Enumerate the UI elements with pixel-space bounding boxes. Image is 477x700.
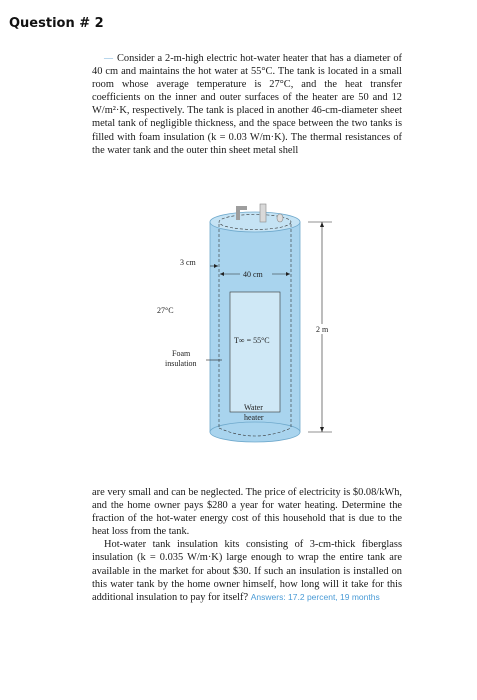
hot-water-heater-figure	[150, 200, 350, 445]
height-label: 2 m	[316, 325, 329, 334]
diameter-label: 40 cm	[243, 270, 263, 279]
outer-tank-bottom	[210, 422, 300, 442]
problem-paragraph-top	[92, 52, 402, 157]
inner-panel	[230, 292, 280, 412]
problem-text-top	[92, 52, 402, 157]
figure-svg	[150, 200, 350, 445]
water-heater-label-line1: Water	[244, 403, 263, 412]
outlet-pipe	[260, 204, 266, 222]
problem-statement-part-1: Consider a 2-m-high electric hot-water heater that has a diameter of 40 cm and maintains the hot water at 55°C. The tank is located in a small room whose average temperature is 27°C, and the heat transfer coefficients on the inner and outer surfaces of the heater are 50 and 12 W/m²·K, respectively. The tank is placed in another 46-cm-diameter sheet metal tank of negligible thickness, and the space between the two tanks is filled with foam insulation (k = 0.03 W/m·K). The thermal resistances of the water tank and the outer thin sheet metal shell	[92, 53, 402, 156]
problem-paragraph-bottom	[92, 486, 402, 604]
foam-label-line1: Foam	[172, 349, 191, 358]
height-arrowhead-bottom	[320, 427, 324, 432]
question-title: Question # 2	[9, 16, 104, 31]
valve	[277, 214, 283, 222]
outer-tank-top	[210, 212, 300, 232]
foam-label-line2: insulation	[165, 359, 197, 368]
problem-statement-part-3	[92, 538, 402, 603]
room-temp-label: 27°C	[157, 306, 174, 315]
answers-text: Answers: 17.2 percent, 19 months	[250, 591, 380, 602]
water-heater-label-line2: heater	[244, 413, 264, 422]
problem-statement-part-2: are very small and can be neglected. The price of electricity is $0.08/kWh, and the home owner pays $280 a year for water heating. Determine the fraction of the hot-water energy cost of this household that is due to the heat loss from the tank.	[92, 487, 402, 538]
height-arrowhead-top	[320, 222, 324, 227]
problem-statement-part-3-text: Hot-water tank insulation kits consisting of 3-cm-thick fiberglass insulation (k = 0.035 W/m·K) large enough to wrap the entire tank are available in the market for about $30. If such an insulation is installed on this water tank by the home owner himself, how long will it take for this additional insulation to pay for itself?	[92, 539, 402, 603]
thickness-label: 3 cm	[180, 258, 196, 267]
margin-marker: ‒‒	[104, 53, 113, 63]
water-temp-label: T∞ = 55°C	[234, 336, 270, 345]
